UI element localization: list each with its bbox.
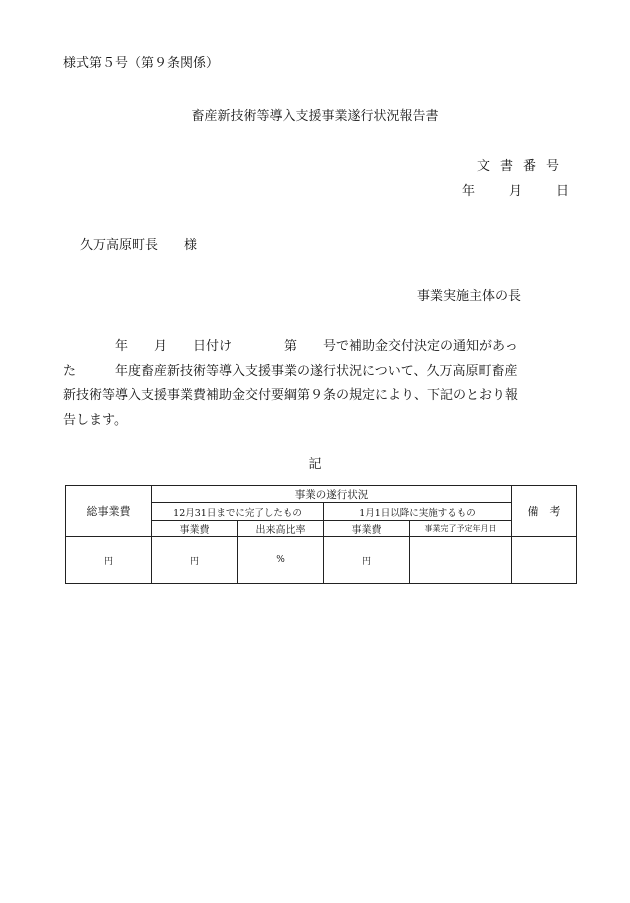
status-table xyxy=(65,485,577,584)
planned-cost-cell: 円 xyxy=(324,537,410,584)
date-day-label: 日 xyxy=(555,184,569,199)
col-planned-completion-date: 事業完了予定年月日 xyxy=(410,521,512,537)
remarks-cell xyxy=(512,537,577,584)
col-cost-completed: 事業費 xyxy=(152,521,238,537)
document-number-label: 文書番号 xyxy=(476,159,569,174)
date-year-label: 年 xyxy=(461,184,475,199)
planned-date-cell xyxy=(410,537,512,584)
ki-heading: 記 xyxy=(308,457,322,472)
completed-cost-cell: 円 xyxy=(152,537,238,584)
progress-rate-cell: % xyxy=(238,537,324,584)
col-cost-planned: 事業費 xyxy=(324,521,410,537)
body-line: 新技術等導入支援事業費補助金交付要綱第９条の規定により、下記のとおり報 xyxy=(63,388,519,403)
remarks-header: 備 考 xyxy=(512,486,577,537)
status-header: 事業の遂行状況 xyxy=(152,486,512,503)
total-cost-cell: 円 xyxy=(66,537,152,584)
date-month-label: 月 xyxy=(508,184,522,199)
form-label: 様式第５号（第９条関係） xyxy=(63,56,220,71)
recipient: 久万高原町長 様 xyxy=(80,238,198,253)
total-cost-header: 総事業費 xyxy=(66,486,152,537)
planned-header: 1月1日以降に実施するもの xyxy=(324,503,512,521)
body-line: 告します。 xyxy=(63,412,127,428)
sender: 事業実施主体の長 xyxy=(416,289,521,304)
body-line: 年 月 日付け 第 号で補助金交付決定の通知があっ xyxy=(63,339,518,354)
body-line: た 年度畜産新技術等導入支援事業の遂行状況について、久万高原町畜産 xyxy=(63,363,518,379)
completed-header: 12月31日までに完了したもの xyxy=(152,503,324,521)
document-date xyxy=(462,180,569,199)
col-progress-rate: 出来高比率 xyxy=(238,521,324,537)
document-title: 畜産新技術等導入支援事業遂行状況報告書 xyxy=(191,109,439,124)
body-text xyxy=(63,335,578,433)
